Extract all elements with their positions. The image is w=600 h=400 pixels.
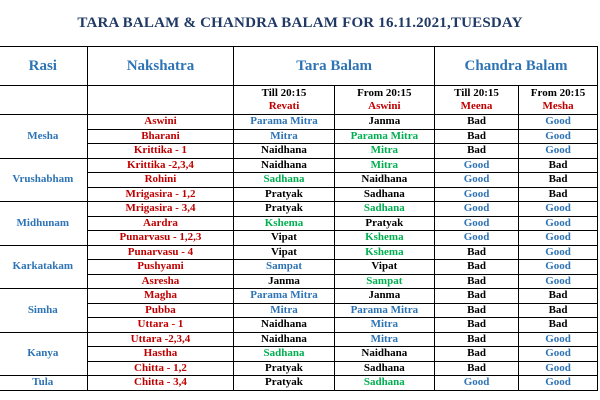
header-row bbox=[0, 47, 598, 86]
tara-from-time: From 20:15 bbox=[357, 87, 412, 99]
table-row bbox=[0, 129, 598, 144]
chandra-till-cell: Good bbox=[435, 187, 519, 202]
nakshatra-cell: Chitta - 1,2 bbox=[87, 361, 234, 376]
chandra-till-cell: Bad bbox=[435, 318, 519, 333]
rasi-cell: Mesha bbox=[0, 115, 87, 159]
table-row bbox=[0, 347, 598, 362]
tara-till-cell: Parama Mitra bbox=[234, 289, 334, 304]
chandra-till-cell: Bad bbox=[435, 144, 519, 159]
tara-from-cell: Mitra bbox=[334, 144, 434, 159]
chandra-from-cell: Good bbox=[519, 376, 598, 391]
chandra-till-cell: Good bbox=[435, 173, 519, 188]
tara-till-cell: Pratyak bbox=[234, 376, 334, 391]
table-row bbox=[0, 260, 598, 275]
rasi-cell: Tula bbox=[0, 376, 87, 391]
tara-till-cell: Pratyak bbox=[234, 187, 334, 202]
tara-till-cell: Parama Mitra bbox=[234, 115, 334, 130]
chandra-till-cell: Good bbox=[435, 216, 519, 231]
nakshatra-cell: Aardra bbox=[87, 216, 234, 231]
chandra-from-header bbox=[519, 86, 598, 115]
table-row bbox=[0, 231, 598, 246]
tara-from-cell: Pratyak bbox=[334, 216, 434, 231]
nakshatra-cell: Asresha bbox=[87, 274, 234, 289]
chandra-till-cell: Bad bbox=[435, 260, 519, 275]
chandra-from-cell: Good bbox=[519, 361, 598, 376]
nakshatra-cell: Magha bbox=[87, 289, 234, 304]
nakshatra-cell: Bharani bbox=[87, 129, 234, 144]
chandra-from-cell: Bad bbox=[519, 173, 598, 188]
tara-from-cell: Sadhana bbox=[334, 361, 434, 376]
tara-till-time: Till 20:15 bbox=[261, 87, 307, 99]
tara-from-cell: Mitra bbox=[334, 318, 434, 333]
nakshatra-cell: Rohini bbox=[87, 173, 234, 188]
chandra-from-cell: Bad bbox=[519, 187, 598, 202]
tara-till-cell: Mitra bbox=[234, 129, 334, 144]
table-row bbox=[0, 318, 598, 333]
tara-till-cell: Naidhana bbox=[234, 318, 334, 333]
chandra-till-cell: Good bbox=[435, 231, 519, 246]
rasi-cell: Simha bbox=[0, 289, 87, 333]
table-row bbox=[0, 289, 598, 304]
chandra-till-cell: Bad bbox=[435, 115, 519, 130]
chandra-till-cell: Bad bbox=[435, 361, 519, 376]
chandra-from-cell: Good bbox=[519, 115, 598, 130]
tara-from-cell: Kshema bbox=[334, 231, 434, 246]
rasi-cell: Karkatakam bbox=[0, 245, 87, 289]
table-row bbox=[0, 332, 598, 347]
chandra-till-cell: Bad bbox=[435, 303, 519, 318]
tara-from-cell: Janma bbox=[334, 289, 434, 304]
table-row bbox=[0, 202, 598, 217]
tara-till-cell: Pratyak bbox=[234, 361, 334, 376]
nakshatra-cell: Chitta - 3,4 bbox=[87, 376, 234, 391]
table-row bbox=[0, 144, 598, 159]
chandra-till-cell: Bad bbox=[435, 129, 519, 144]
tara-till-cell: Naidhana bbox=[234, 144, 334, 159]
nakshatra-cell: Pubba bbox=[87, 303, 234, 318]
table-row bbox=[0, 173, 598, 188]
chandra-till-star: Meena bbox=[460, 100, 493, 112]
tara-from-cell: Parama Mitra bbox=[334, 129, 434, 144]
tara-till-cell: Naidhana bbox=[234, 158, 334, 173]
page-title: TARA BALAM & CHANDRA BALAM FOR 16.11.2021,TUESDAY bbox=[77, 15, 523, 31]
nakshatra-cell: Hastha bbox=[87, 347, 234, 362]
tara-till-cell: Sampat bbox=[234, 260, 334, 275]
subheader-row bbox=[0, 86, 598, 115]
tara-from-cell: Kshema bbox=[334, 245, 434, 260]
balam-table bbox=[0, 46, 598, 391]
nakshatra-cell: Pushyami bbox=[87, 260, 234, 275]
tara-till-cell: Vipat bbox=[234, 245, 334, 260]
tara-from-cell: Sadhana bbox=[334, 202, 434, 217]
chandra-till-cell: Good bbox=[435, 158, 519, 173]
tara-from-star: Aswini bbox=[368, 100, 401, 112]
blank-cell bbox=[0, 86, 87, 115]
nakshatra-cell: Uttara - 1 bbox=[87, 318, 234, 333]
nakshatra-cell: Krittika -2,3,4 bbox=[87, 158, 234, 173]
chandra-till-cell: Bad bbox=[435, 274, 519, 289]
nakshatra-cell: Uttara -2,3,4 bbox=[87, 332, 234, 347]
nakshatra-cell: Krittika - 1 bbox=[87, 144, 234, 159]
chandra-till-time: Till 20:15 bbox=[454, 87, 499, 99]
chandra-from-cell: Good bbox=[519, 332, 598, 347]
nakshatra-cell: Punarvasu - 4 bbox=[87, 245, 234, 260]
tara-till-cell: Pratyak bbox=[234, 202, 334, 217]
chandra-till-cell: Good bbox=[435, 202, 519, 217]
chandra-from-cell: Good bbox=[519, 245, 598, 260]
chandra-balam-header: Chandra Balam bbox=[435, 47, 598, 86]
table-row bbox=[0, 187, 598, 202]
nakshatra-cell: Mrigasira - 3,4 bbox=[87, 202, 234, 217]
tara-from-cell: Janma bbox=[334, 115, 434, 130]
rasi-header: Rasi bbox=[0, 47, 87, 86]
chandra-from-star: Mesha bbox=[542, 100, 574, 112]
chandra-from-cell: Bad bbox=[519, 303, 598, 318]
chandra-from-cell: Bad bbox=[519, 158, 598, 173]
chandra-till-cell: Bad bbox=[435, 332, 519, 347]
tara-from-cell: Sampat bbox=[334, 274, 434, 289]
chandra-from-cell: Bad bbox=[519, 318, 598, 333]
nakshatra-cell: Punarvasu - 1,2,3 bbox=[87, 231, 234, 246]
tara-from-cell: Mitra bbox=[334, 158, 434, 173]
table-row bbox=[0, 303, 598, 318]
tara-till-cell: Sadhana bbox=[234, 173, 334, 188]
chandra-from-cell: Good bbox=[519, 202, 598, 217]
tara-from-cell: Naidhana bbox=[334, 173, 434, 188]
tara-from-cell: Parama Mitra bbox=[334, 303, 434, 318]
chandra-from-time: From 20:15 bbox=[530, 87, 586, 99]
tara-from-header bbox=[334, 86, 434, 115]
table-row bbox=[0, 216, 598, 231]
table-row bbox=[0, 376, 598, 391]
tara-from-cell: Sadhana bbox=[334, 187, 434, 202]
rasi-cell: Kanya bbox=[0, 332, 87, 376]
tara-till-header bbox=[234, 86, 334, 115]
chandra-till-cell: Bad bbox=[435, 289, 519, 304]
table-row bbox=[0, 274, 598, 289]
chandra-from-cell: Good bbox=[519, 260, 598, 275]
tara-from-cell: Naidhana bbox=[334, 347, 434, 362]
chandra-from-cell: Good bbox=[519, 347, 598, 362]
tara-till-cell: Naidhana bbox=[234, 332, 334, 347]
tara-till-cell: Sadhana bbox=[234, 347, 334, 362]
tara-balam-header: Tara Balam bbox=[234, 47, 435, 86]
chandra-till-header bbox=[435, 86, 519, 115]
tara-till-cell: Kshema bbox=[234, 216, 334, 231]
rasi-cell: Vrushabham bbox=[0, 158, 87, 202]
chandra-from-cell: Good bbox=[519, 129, 598, 144]
table-row bbox=[0, 245, 598, 260]
nakshatra-header: Nakshatra bbox=[87, 47, 234, 86]
tara-till-star: Revati bbox=[268, 100, 300, 112]
rasi-cell: Midhunam bbox=[0, 202, 87, 246]
chandra-till-cell: Bad bbox=[435, 347, 519, 362]
chandra-till-cell: Bad bbox=[435, 245, 519, 260]
chandra-from-cell: Good bbox=[519, 274, 598, 289]
table-row bbox=[0, 158, 598, 173]
blank-cell bbox=[87, 86, 234, 115]
chandra-from-cell: Good bbox=[519, 231, 598, 246]
tara-till-cell: Mitra bbox=[234, 303, 334, 318]
chandra-from-cell: Good bbox=[519, 216, 598, 231]
nakshatra-cell: Mrigasira - 1,2 bbox=[87, 187, 234, 202]
chandra-till-cell: Good bbox=[435, 376, 519, 391]
tara-from-cell: Sadhana bbox=[334, 376, 434, 391]
tara-from-cell: Mitra bbox=[334, 332, 434, 347]
table-row bbox=[0, 115, 598, 130]
tara-from-cell: Vipat bbox=[334, 260, 434, 275]
chandra-from-cell: Bad bbox=[519, 289, 598, 304]
nakshatra-cell: Aswini bbox=[87, 115, 234, 130]
table-row bbox=[0, 361, 598, 376]
chandra-from-cell: Good bbox=[519, 144, 598, 159]
tara-till-cell: Janma bbox=[234, 274, 334, 289]
tara-till-cell: Vipat bbox=[234, 231, 334, 246]
